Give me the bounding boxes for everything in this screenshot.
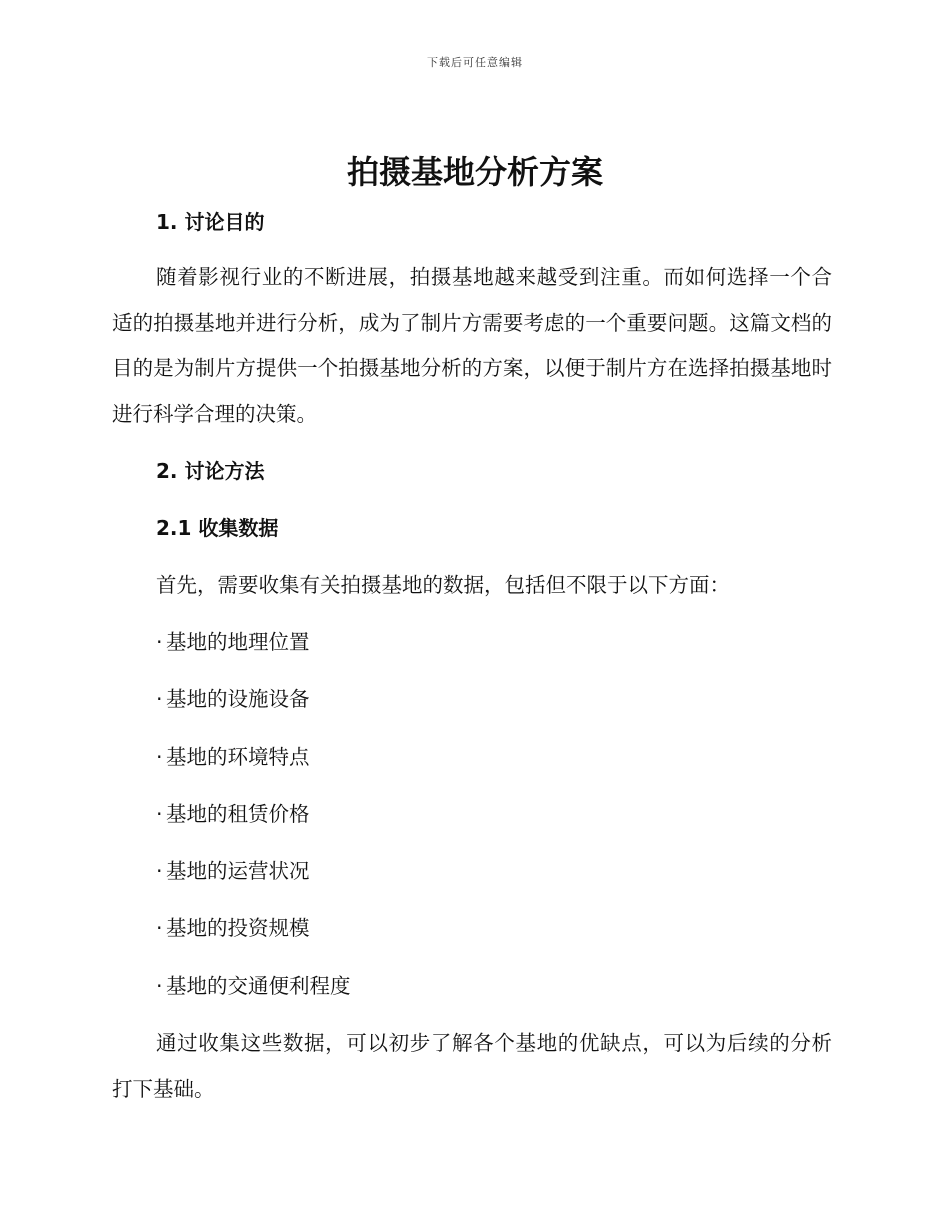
bullet-dot: · [156, 916, 163, 941]
list-item [156, 856, 351, 913]
list-item [156, 627, 351, 684]
data-items-list [156, 627, 351, 1028]
bullet-dot: · [156, 630, 163, 654]
bullet-dot: · [156, 859, 163, 884]
list-item [156, 799, 351, 856]
bullet-dot: · [156, 973, 163, 998]
list-item-text: 基地的投资规模 [166, 916, 310, 941]
bullet-dot: · [156, 801, 163, 826]
section-heading-collect-data: 2.1 收集数据 [156, 516, 279, 540]
list-item-text: 基地的设施设备 [166, 687, 310, 712]
collect-data-intro: 首先，需要收集有关拍摄基地的数据，包括但不限于以下方面： [156, 573, 730, 597]
list-item-text: 基地的租赁价格 [166, 801, 310, 826]
collect-data-closing: 通过收集这些数据，可以初步了解各个基地的优缺点，可以为后续的分析打下基础。 [112, 1031, 832, 1101]
list-item [156, 684, 351, 741]
document-title: 拍摄基地分析方案 [346, 153, 603, 191]
list-item [156, 971, 351, 1028]
page-header-note: 下载后可任意编辑 [427, 56, 523, 69]
bullet-dot: · [156, 744, 163, 769]
list-item-text: 基地的地理位置 [166, 630, 310, 654]
purpose-paragraph: 随着影视行业的不断进展，拍摄基地越来越受到注重。而如何选择一个合适的拍摄基地并进行分析，成为了制片方需要考虑的一个重要问题。这篇文档的目的是为制片方提供一个拍摄基地分析的方案，以便于制片方在选择拍摄基地时进行科学合理的决策。 [112, 265, 832, 426]
bullet-dot: · [156, 687, 163, 712]
list-item-text: 基地的运营状况 [166, 859, 310, 884]
list-item-text: 基地的环境特点 [166, 744, 310, 769]
section-heading-purpose: 1. 讨论目的 [156, 210, 265, 234]
list-item-text: 基地的交通便利程度 [166, 973, 351, 998]
list-item [156, 913, 351, 970]
list-item [156, 742, 351, 799]
section-heading-method: 2. 讨论方法 [156, 459, 265, 483]
